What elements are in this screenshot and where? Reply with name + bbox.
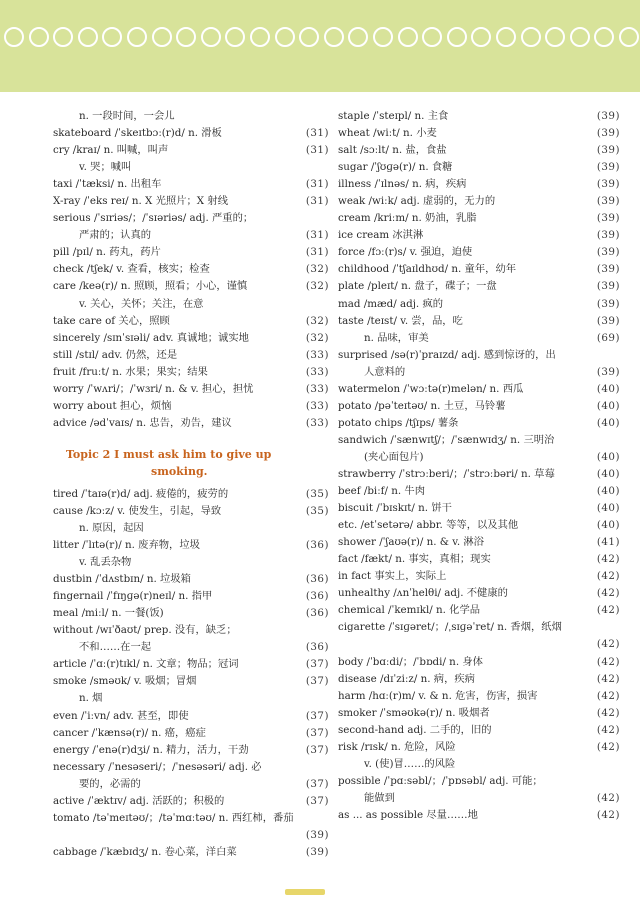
vocab-entry-text: staple /ˈsteɪpl/ n. 主食 <box>338 110 449 122</box>
vocab-entry-text: v. (使)冒……的风险 <box>364 757 456 770</box>
vocab-entry-text: surprised /sə(r)ˈpraɪzd/ adj. 感到惊讶的，出 <box>338 348 556 361</box>
vocab-entry-line <box>53 827 329 844</box>
vocab-page-ref <box>590 756 620 773</box>
vocab-entry-line <box>53 690 329 707</box>
vocab-page-ref: (36) <box>305 573 329 586</box>
vocab-page-ref: (31) <box>305 195 329 208</box>
vocab-entry-line <box>338 210 620 227</box>
vocab-page-ref: (31) <box>305 229 329 242</box>
vocab-entry-text: potato /pəˈteɪtəʊ/ n. 土豆，马铃薯 <box>338 399 506 412</box>
header-circle-decoration <box>545 27 565 47</box>
vocab-page-ref: (39) <box>596 263 620 276</box>
vocab-entry-text: cabbage /ˈkæbɪdʒ/ n. 卷心菜，洋白菜 <box>53 845 237 858</box>
vocab-page-ref: (36) <box>305 539 329 552</box>
vocab-entry-line <box>53 486 329 503</box>
vocab-page-ref: (32) <box>305 280 329 293</box>
vocab-page-ref: (42) <box>596 706 620 719</box>
vocab-entry-line <box>338 466 620 483</box>
vocab-entry-text: fingernail /ˈfɪŋɡə(r)neɪl/ n. 指甲 <box>53 590 213 603</box>
vocab-entry-line <box>338 398 620 415</box>
vocab-entry-text: worry about 担心，烦恼 <box>53 399 172 412</box>
header-circle-decoration <box>570 27 590 47</box>
vocab-page-ref: (31) <box>305 144 329 157</box>
vocab-entry-line <box>338 654 620 671</box>
vocab-page-ref: (39) <box>596 178 620 191</box>
vocab-entry-line <box>338 381 620 398</box>
vocab-entry-line <box>53 125 329 142</box>
vocab-entry-line <box>338 636 620 653</box>
vocab-entry-line <box>53 193 329 210</box>
vocab-page-ref: (40) <box>596 399 620 412</box>
vocab-entry-text: cry /kraɪ/ n. 叫喊，叫声 <box>53 144 169 157</box>
vocab-entry-text: etc. /etˈsetərə/ abbr. 等等，以及其他 <box>338 519 519 532</box>
vocab-entry-text: serious /ˈsɪriəs/；/ˈsɪəriəs/ adj. 严重的； <box>53 212 254 225</box>
vocab-page-ref: (39) <box>305 845 329 858</box>
vocab-entry-text: even /ˈiːvn/ adv. 甚至，即使 <box>53 709 189 722</box>
header-circle-decoration <box>496 27 516 47</box>
vocab-page-ref: (32) <box>305 263 329 276</box>
vocab-entry-line <box>338 261 620 278</box>
vocab-page-ref <box>590 773 620 790</box>
vocab-entry-text: pill /pɪl/ n. 药丸，药片 <box>53 246 161 259</box>
vocab-entry-text: v. 哭；喊叫 <box>79 161 132 174</box>
vocab-entry-text: necessary /ˈnesəseri/；/ˈnesəsəri/ adj. 必 <box>53 760 262 773</box>
vocab-entry-text: cancer /ˈkænsə(r)/ n. 癌，癌症 <box>53 726 206 739</box>
vocab-entry-text: n. 品味，审美 <box>364 331 429 344</box>
vocab-page-ref: (31) <box>305 178 329 191</box>
vocab-entry-line <box>53 381 329 398</box>
vocab-entry-line <box>53 639 329 656</box>
vocab-page-ref: (39) <box>596 280 620 293</box>
vocab-page-ref: (39) <box>596 161 620 174</box>
vocab-entry-line <box>53 261 329 278</box>
vocab-page-ref: (37) <box>305 675 329 688</box>
header-band <box>0 0 640 92</box>
vocab-entry-line <box>338 364 620 381</box>
vocab-entry-line <box>338 619 620 636</box>
right-word-list <box>338 108 620 824</box>
vocab-entry-text: unhealthy /ʌnˈhelθi/ adj. 不健康的 <box>338 587 508 600</box>
vocab-entry-text: ice cream 冰淇淋 <box>338 229 424 242</box>
vocab-page-ref: (33) <box>305 382 329 395</box>
vocab-page-ref <box>299 159 329 176</box>
vocab-entry-text: article /ˈɑː(r)tɪkl/ n. 文章；物品；冠词 <box>53 658 239 671</box>
vocab-entry-line <box>338 227 620 244</box>
vocab-entry-text: v. 乱丢杂物 <box>79 556 132 569</box>
vocab-page-ref: (40) <box>596 467 620 480</box>
vocab-entry-text: second-hand adj. 二手的，旧的 <box>338 723 492 736</box>
vocab-page-ref <box>299 759 329 776</box>
vocab-page-ref: (31) <box>305 246 329 259</box>
header-circle-decoration <box>102 27 122 47</box>
vocab-entry-text: 严肃的；认真的 <box>79 229 152 242</box>
vocab-entry-text: weak /wiːk/ adj. 虚弱的，无力的 <box>338 195 496 208</box>
vocab-entry-line <box>338 568 620 585</box>
vocab-entry-line <box>338 773 620 790</box>
header-circle-decoration <box>4 27 24 47</box>
vocab-entry-text <box>364 636 590 653</box>
vocab-entry-line <box>338 313 620 330</box>
vocab-entry-line <box>53 330 329 347</box>
vocab-entry-line <box>338 585 620 602</box>
vocab-entry-line <box>53 520 329 537</box>
vocab-entry-text: still /stɪl/ adv. 仍然，还是 <box>53 348 178 361</box>
vocab-page-ref: (39) <box>596 212 620 225</box>
vocab-page-ref: (42) <box>596 791 620 804</box>
header-circle-decoration <box>201 27 221 47</box>
vocab-page-ref: (42) <box>596 672 620 685</box>
vocab-page-ref <box>299 296 329 313</box>
vocab-entry-text: 人意料的 <box>364 365 406 378</box>
vocab-entry-text: illness /ˈɪlnəs/ n. 病，疾病 <box>338 178 467 191</box>
vocab-entry-line <box>53 571 329 588</box>
vocab-entry-line <box>53 244 329 261</box>
vocab-page-ref: (32) <box>305 331 329 344</box>
vocab-page-ref <box>299 520 329 537</box>
vocab-entry-line <box>338 807 620 824</box>
vocab-entry-text: sincerely /sɪnˈsɪəli/ adv. 真诚地；诚实地 <box>53 331 249 344</box>
vocab-entry-text: care /keə(r)/ n. 照顾，照看；小心，谨慎 <box>53 280 248 293</box>
vocab-page-ref: (37) <box>305 709 329 722</box>
vocab-page-ref: (40) <box>596 519 620 532</box>
vocab-page-ref: (42) <box>596 570 620 583</box>
header-circle-decoration <box>127 27 147 47</box>
vocab-page-ref: (37) <box>305 726 329 739</box>
vocab-page-ref: (42) <box>596 655 620 668</box>
header-circle-decoration <box>29 27 49 47</box>
vocab-entry-text: shower /ˈʃaʊə(r)/ n. & v. 淋浴 <box>338 536 484 549</box>
vocab-entry-text: as ... as possible 尽量……地 <box>338 808 478 821</box>
vocab-page-ref: (39) <box>596 127 620 140</box>
vocab-entry-line <box>338 722 620 739</box>
vocab-entry-text: wheat /wiːt/ n. 小麦 <box>338 127 437 140</box>
vocab-entry-line <box>53 398 329 415</box>
vocab-entry-text: active /ˈæktɪv/ adj. 活跃的；积极的 <box>53 794 225 807</box>
vocab-page-ref <box>299 810 329 827</box>
vocab-page-ref: (40) <box>596 502 620 515</box>
left-word-list-unit-end <box>53 108 329 432</box>
vocab-entry-text: mad /mæd/ adj. 疯的 <box>338 297 444 310</box>
vocab-entry-line <box>53 673 329 690</box>
vocab-entry-line <box>338 193 620 210</box>
vocab-page-ref: (39) <box>596 365 620 378</box>
vocab-page-ref <box>590 619 620 636</box>
vocab-page-ref <box>299 108 329 125</box>
vocab-entry-line <box>338 176 620 193</box>
vocab-entry-text: n. 烟 <box>79 692 103 705</box>
vocab-entry-line <box>338 432 620 449</box>
vocab-entry-text: strawberry /ˈstrɔːberi/；/ˈstrɔːbəri/ n. 草莓 <box>338 467 555 480</box>
vocab-entry-line <box>53 759 329 776</box>
vocab-entry-line <box>53 210 329 227</box>
vocab-page-ref: (37) <box>305 743 329 756</box>
vocab-page-ref: (39) <box>596 314 620 327</box>
vocab-page-ref <box>299 554 329 571</box>
vocab-page-ref: (39) <box>596 297 620 310</box>
vocab-page-ref: (36) <box>305 590 329 603</box>
header-circle-decoration <box>619 27 639 47</box>
vocab-entry-text: sugar /ˈʃʊɡə(r)/ n. 食糖 <box>338 161 453 174</box>
topic-heading <box>66 446 329 480</box>
vocab-page-ref: (42) <box>596 604 620 617</box>
vocab-entry-line <box>53 296 329 313</box>
header-circle-decoration <box>594 27 614 47</box>
vocab-page-ref: (33) <box>305 416 329 429</box>
vocab-entry-line <box>53 588 329 605</box>
header-circle-decoration <box>275 27 295 47</box>
vocab-page-ref: (39) <box>596 144 620 157</box>
vocab-entry-text: tomato /təˈmeɪtəʊ/；/təˈmɑːtəʊ/ n. 西红柿，番茄 <box>53 811 294 824</box>
vocab-entry-line <box>53 537 329 554</box>
vocab-page-ref: (39) <box>596 195 620 208</box>
vocab-entry-line <box>53 503 329 520</box>
left-word-list-topic2 <box>53 486 329 861</box>
vocab-entry-text: 不和……在一起 <box>79 641 152 654</box>
right-column <box>338 108 620 824</box>
vocab-entry-text <box>79 827 299 844</box>
vocab-entry-text: smoker /ˈsməʊkə(r)/ n. 吸烟者 <box>338 706 490 719</box>
vocab-entry-text: check /tʃek/ v. 查看，核实；检查 <box>53 263 210 276</box>
vocab-entry-line <box>53 227 329 244</box>
header-circle-decoration <box>447 27 467 47</box>
header-circle-decoration <box>521 27 541 47</box>
vocab-page-ref: (39) <box>596 229 620 242</box>
vocab-entry-text: n. 原因，起因 <box>79 521 144 534</box>
vocab-entry-text: X-ray /ˈeks reɪ/ n. X 光照片；X 射线 <box>53 195 229 208</box>
vocab-entry-line <box>53 725 329 742</box>
vocab-entry-line <box>338 602 620 619</box>
header-circle-decoration <box>422 27 442 47</box>
header-circle-decoration <box>373 27 393 47</box>
vocab-entry-line <box>53 159 329 176</box>
vocab-entry-text: sandwich /ˈsænwɪtʃ/；/ˈsænwɪdʒ/ n. 三明治 <box>338 433 555 446</box>
vocab-entry-text: without /wɪˈðaʊt/ prep. 没有，缺乏； <box>53 624 237 637</box>
vocab-entry-text: fact /fækt/ n. 事实，真相；现实 <box>338 553 491 566</box>
vocab-page-ref: (33) <box>305 399 329 412</box>
vocab-entry-text: biscuit /ˈbɪskɪt/ n. 饼干 <box>338 502 452 515</box>
vocab-entry-line <box>338 449 620 466</box>
vocab-entry-line <box>338 500 620 517</box>
vocab-entry-text: chemical /ˈkemɪkl/ n. 化学品 <box>338 604 481 617</box>
vocab-entry-line <box>53 313 329 330</box>
vocab-entry-text: skateboard /ˈskeɪtbɔː(r)d/ n. 滑板 <box>53 127 222 140</box>
vocab-page-ref: (42) <box>596 638 620 651</box>
vocab-entry-text: v. 关心，关怀；关注，在意 <box>79 297 204 310</box>
vocab-entry-text: beef /biːf/ n. 牛肉 <box>338 485 426 498</box>
left-column <box>53 108 329 861</box>
header-circle-decoration <box>78 27 98 47</box>
vocab-entry-text: 要的，必需的 <box>79 777 141 790</box>
topic-heading-line1: Topic 2 I must ask him to give up <box>66 447 272 461</box>
vocab-entry-line <box>53 708 329 725</box>
vocab-entry-text: taxi /ˈtæksi/ n. 出租车 <box>53 178 162 191</box>
header-circle-decoration <box>324 27 344 47</box>
vocab-entry-text: salt /sɔːlt/ n. 盐，食盐 <box>338 144 447 157</box>
vocab-page-ref: (69) <box>596 331 620 344</box>
vocab-entry-text: risk /rɪsk/ n. 危险，风险 <box>338 740 456 753</box>
vocab-entry-text: litter /ˈlɪtə(r)/ n. 废弃物，垃圾 <box>53 539 200 552</box>
vocab-entry-line <box>53 605 329 622</box>
vocab-entry-line <box>338 756 620 773</box>
vocab-entry-line <box>53 793 329 810</box>
vocab-page-ref <box>299 622 329 639</box>
vocab-entry-line <box>338 517 620 534</box>
vocab-entry-line <box>53 554 329 571</box>
vocab-entry-text: plate /pleɪt/ n. 盘子，碟子；一盘 <box>338 280 497 293</box>
vocab-entry-line <box>338 347 620 364</box>
vocab-page-ref <box>299 210 329 227</box>
vocab-entry-text: 能做到 <box>364 791 395 804</box>
vocab-page-ref: (37) <box>305 777 329 790</box>
header-circle-decoration <box>471 27 491 47</box>
vocab-entry-line <box>53 142 329 159</box>
vocab-page-ref: (36) <box>305 607 329 620</box>
vocab-entry-line <box>338 705 620 722</box>
vocab-entry-text: fruit /fruːt/ n. 水果；果实；结果 <box>53 365 208 378</box>
vocab-entry-text: potato chips /tʃɪps/ 薯条 <box>338 416 459 429</box>
vocab-entry-line <box>53 176 329 193</box>
vocab-page-ref: (42) <box>596 740 620 753</box>
vocab-entry-text: smoke /sməʊk/ v. 吸烟；冒烟 <box>53 675 197 688</box>
header-circle-decoration <box>152 27 172 47</box>
vocab-entry-line <box>338 125 620 142</box>
vocab-entry-line <box>338 688 620 705</box>
vocab-page-ref: (42) <box>596 808 620 821</box>
vocab-page-ref: (39) <box>596 110 620 122</box>
vocab-page-ref: (32) <box>305 314 329 327</box>
vocab-entry-text: n. 一段时间，一会儿 <box>79 110 175 122</box>
vocab-page-ref: (33) <box>305 348 329 361</box>
vocab-entry-line <box>338 739 620 756</box>
vocab-entry-line <box>338 278 620 295</box>
vocab-page-ref <box>590 432 620 449</box>
vocab-entry-text: advice /ədˈvaɪs/ n. 忠告，劝告，建议 <box>53 416 232 429</box>
vocab-entry-line <box>338 551 620 568</box>
vocab-entry-text: watermelon /ˈwɔːtə(r)melən/ n. 西瓜 <box>338 382 524 395</box>
header-circle-decoration <box>176 27 196 47</box>
header-circle-decoration <box>348 27 368 47</box>
vocab-entry-line <box>53 776 329 793</box>
header-circle-decoration <box>398 27 418 47</box>
vocab-page-ref: (42) <box>596 587 620 600</box>
vocab-entry-line <box>53 622 329 639</box>
vocab-entry-line <box>53 810 329 827</box>
page-footer-mark <box>285 889 325 895</box>
vocab-entry-text: cause /kɔːz/ v. 使发生，引起，导致 <box>53 504 222 517</box>
vocab-page-ref: (37) <box>305 794 329 807</box>
vocab-entry-text: taste /teɪst/ v. 尝，品，吃 <box>338 314 463 327</box>
vocab-entry-text: worry /ˈwʌri/；/ˈwɜri/ n. & v. 担心，担忧 <box>53 382 254 395</box>
vocab-entry-line <box>53 347 329 364</box>
topic-heading-line2: smoking. <box>151 464 208 478</box>
vocab-entry-line <box>53 742 329 759</box>
vocab-entry-line <box>338 296 620 313</box>
vocab-entry-line <box>338 415 620 432</box>
vocab-page-ref: (42) <box>596 723 620 736</box>
vocab-entry-text: take care of 关心，照顾 <box>53 314 170 327</box>
vocab-entry-line <box>338 534 620 551</box>
vocab-entry-line <box>338 244 620 261</box>
vocab-entry-text: childhood /ˈtʃaɪldhʊd/ n. 童年，幼年 <box>338 263 517 276</box>
vocab-page-ref <box>590 347 620 364</box>
vocab-entry-line <box>338 142 620 159</box>
vocab-entry-line <box>53 415 329 432</box>
vocab-entry-line <box>53 364 329 381</box>
vocab-entry-text: meal /miːl/ n. 一餐(饭) <box>53 607 164 620</box>
vocab-page-ref: (31) <box>305 127 329 140</box>
vocab-entry-text: (夹心面包片) <box>364 450 424 463</box>
vocab-page-ref: (35) <box>305 487 329 500</box>
vocab-entry-text: force /fɔː(r)s/ v. 强迫，迫使 <box>338 246 473 259</box>
vocab-page-ref: (35) <box>305 504 329 517</box>
vocab-page-ref: (42) <box>596 689 620 702</box>
vocab-page-ref: (33) <box>305 365 329 378</box>
vocab-entry-text: harm /hɑː(r)m/ v. & n. 危害，伤害，损害 <box>338 689 538 702</box>
vocab-entry-text: cream /kriːm/ n. 奶油，乳脂 <box>338 212 477 225</box>
vocab-entry-text: in fact 事实上，实际上 <box>338 570 447 583</box>
vocab-entry-text: disease /dɪˈziːz/ n. 病，疾病 <box>338 672 475 685</box>
vocab-page-ref: (40) <box>596 416 620 429</box>
vocab-entry-line <box>53 844 329 861</box>
vocab-page-ref: (36) <box>305 641 329 654</box>
vocab-entry-text: energy /ˈenə(r)dʒi/ n. 精力，活力，干劲 <box>53 743 249 756</box>
vocab-entry-line <box>53 656 329 673</box>
vocab-page-ref: (41) <box>596 536 620 549</box>
vocab-entry-text: possible /ˈpɑːsəbl/；/ˈpɒsəbl/ adj. 可能； <box>338 774 543 787</box>
vocab-entry-line <box>338 330 620 347</box>
vocab-page-ref: (37) <box>305 658 329 671</box>
header-circle-decoration <box>250 27 270 47</box>
vocab-entry-text: dustbin /ˈdʌstbɪn/ n. 垃圾箱 <box>53 573 191 586</box>
vocab-page-ref: (42) <box>596 553 620 566</box>
vocab-entry-text: body /ˈbɑːdi/；/ˈbɒdi/ n. 身体 <box>338 655 483 668</box>
vocab-entry-line <box>338 159 620 176</box>
vocab-page-ref <box>299 690 329 707</box>
vocab-entry-text: tired /ˈtaɪə(r)d/ adj. 疲倦的，疲劳的 <box>53 487 229 500</box>
vocab-page-ref: (40) <box>596 485 620 498</box>
header-circle-decoration <box>299 27 319 47</box>
vocab-entry-text: cigarette /ˈsɪɡəret/；/ˌsɪɡəˈret/ n. 香烟，纸烟 <box>338 621 562 634</box>
vocab-page-ref: (39) <box>305 828 329 841</box>
vocab-entry-line <box>338 483 620 500</box>
vocab-entry-line <box>338 108 620 125</box>
vocab-entry-line <box>338 790 620 807</box>
vocab-entry-line <box>338 671 620 688</box>
header-circle-decoration <box>225 27 245 47</box>
vocab-page-ref: (40) <box>596 450 620 463</box>
header-circle-decoration <box>53 27 73 47</box>
vocab-entry-line <box>53 278 329 295</box>
vocab-page-ref: (40) <box>596 382 620 395</box>
vocab-page-ref: (39) <box>596 246 620 259</box>
vocab-entry-line <box>53 108 329 125</box>
